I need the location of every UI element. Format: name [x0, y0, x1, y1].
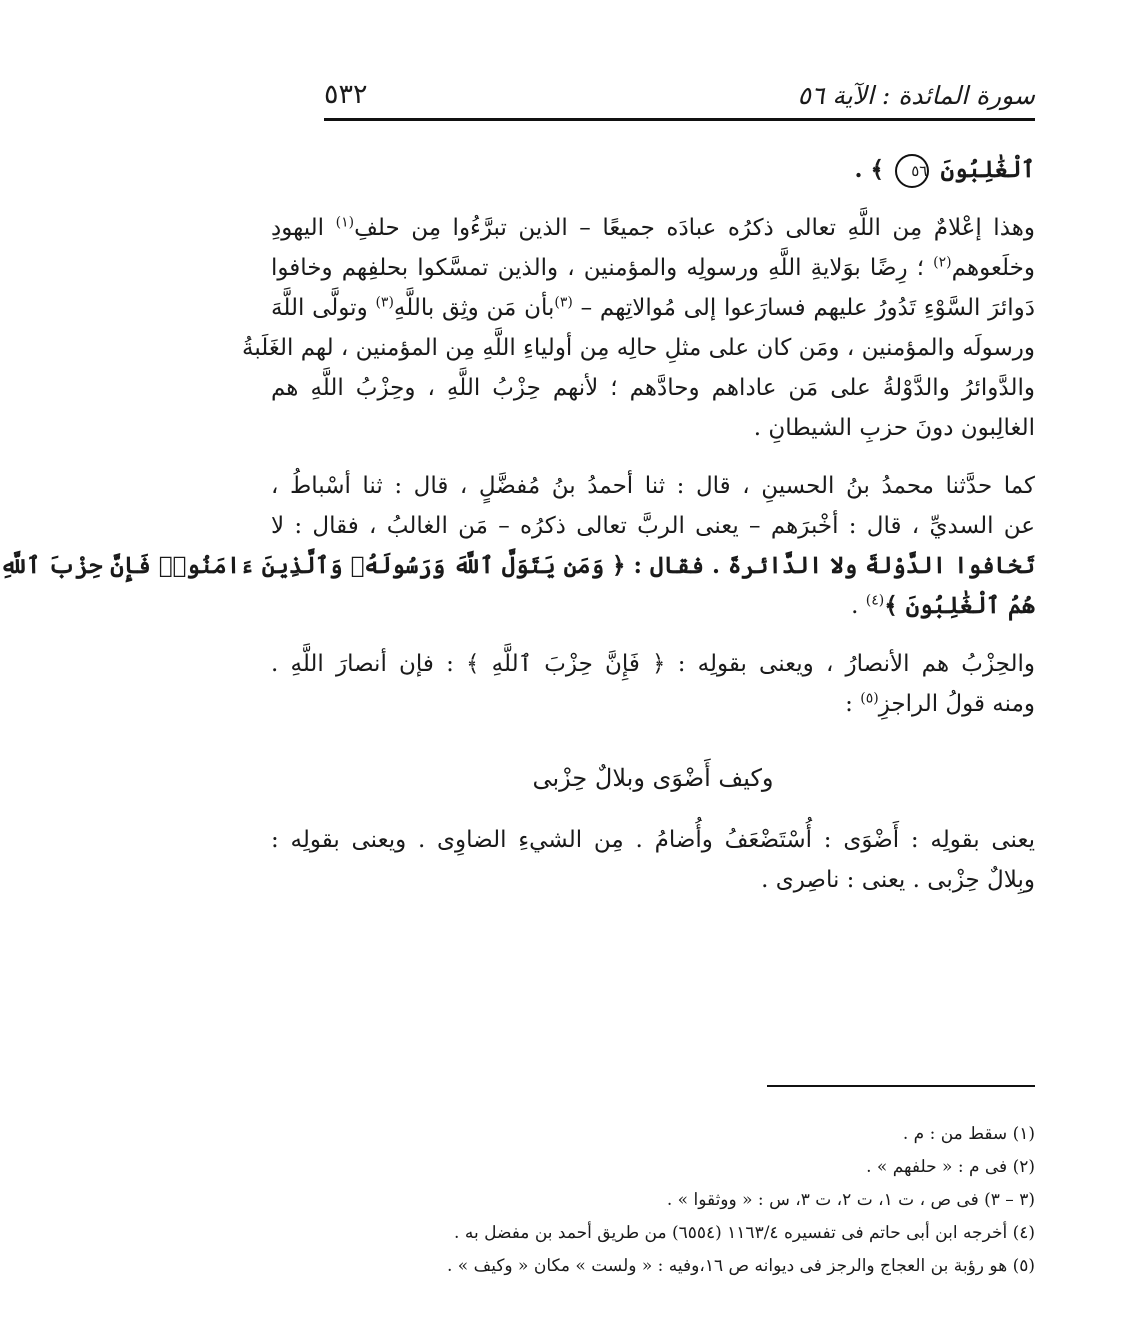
text-span: كما حدَّثنا محمدُ بنُ الحسينِ ، قال : ثنا أحمدُ بنُ مُفضَّلٍ ، قال : ثنا أسْباطُ ،: [271, 473, 1035, 499]
page-number: ٥٣٢: [324, 79, 368, 110]
main-text: [0, 150, 1035, 900]
text-span: والدَّوائرُ والدَّوْلةُ على مَن عاداهم وحادَّهم ؛ لأنهم حِزْبُ اللَّهِ ، وحِزْبُ اللَّهِ هم: [271, 375, 1035, 401]
text-line-10: [0, 546, 1035, 586]
text-line-2: [271, 208, 1035, 248]
footnote-1: (١) سقط من : م .: [902, 1124, 1035, 1144]
footnotes: [271, 1118, 1035, 1283]
text-line-9: [271, 506, 1035, 546]
verse-number-marker: ٥٦: [895, 154, 929, 188]
text-line-11: [271, 586, 1035, 626]
footnote-ref: (١): [335, 214, 355, 231]
footnote-ref: (٤): [865, 592, 885, 609]
page-header: [324, 60, 1035, 110]
text-span: وبِلالٌ حِزْبى . يعنى : ناصِرى .: [761, 867, 1035, 893]
text-line-3: [271, 248, 1035, 288]
text-span: :: [845, 691, 853, 717]
quran-quote-close: ﴾ .: [854, 156, 885, 183]
quran-quote: ٱلْغَٰلِبُونَ: [940, 156, 1035, 183]
text-line-13: [271, 684, 1035, 724]
text-line-4: [271, 288, 1035, 328]
text-line-7: [271, 408, 1035, 448]
footnote-ref: (٣): [554, 294, 573, 311]
poem-verse: وكيف أَضْوَى وبلالٌ حِزْبى: [532, 764, 774, 792]
text-span: .: [851, 593, 859, 619]
text-span: ورسولَه والمؤمنين ، ومَن كان على مثلِ حالِه مِن أولياءِ اللَّهِ مِن المؤمنين ، لهم الغَلَبةُ: [242, 335, 1035, 361]
text-span: الغالِبون دونَ حزبِ الشيطانِ .: [753, 415, 1035, 441]
text-span: بأن مَن وثِق باللَّهِ: [393, 295, 555, 321]
text-span: دَوائرَ السَّوْءِ تَدُورُ عليهم فسارَعوا إلى مُوالاتِهم –: [580, 295, 1035, 321]
footnote-ref: (٢): [933, 254, 952, 271]
footnote-2: (٢) فى م : « حلفهم » .: [866, 1157, 1035, 1177]
text-span: ؛ رِضًا بوَلايةِ اللَّهِ ورسولِه والمؤمنين ، والذين تمسَّكوا بحلفِهم وخافوا: [271, 255, 925, 281]
footnote-ref: (٥): [860, 690, 879, 707]
text-span: والحِزْبُ هم الأنصارُ ، ويعنى بقولِه : ﴿ فَإِنَّ حِزْبَ ٱللَّهِ ﴾ : فإن أنصارَ اللَّهِ .: [271, 651, 1035, 677]
text-line-15: [271, 860, 1035, 900]
text-span: وتولَّى اللَّهَ: [271, 295, 368, 321]
footnote-3: (٣ – ٣) فى ص ، ت ١، ت ٢، ت ٣، س : « ووثقوا » .: [666, 1190, 1035, 1210]
text-line-8: [271, 466, 1035, 506]
text-span: وهذا إعْلامٌ مِن اللَّهِ تعالى ذكرُه عبادَه جميعًا – الذين تبرَّءُوا مِن حلفِ: [354, 215, 1035, 241]
text-line-14: [271, 820, 1035, 860]
text-line-6: [271, 368, 1035, 408]
text-span: اليهودِ: [271, 215, 325, 241]
footnote-separator: [767, 1085, 1035, 1087]
text-line-12: [271, 644, 1035, 684]
text-line-5: [242, 328, 1035, 368]
text-span: ومنه قولُ الراجزِ: [878, 691, 1035, 717]
text-span: عن السديِّ ، قال : أخْبرَهم – يعنى الربَّ تعالى ذكرُه – مَن الغالبُ ، فقال : لا: [271, 513, 1035, 539]
footnote-5: (٥) هو رؤبة بن العجاج والرجز فى ديوانه ص ١٦،وفيه : « ولست » مكان « وكيف » .: [447, 1256, 1035, 1276]
quran-quote: تَخافوا الدَّوْلةَ ولا الدَّائرةَ . فقال : ﴿ وَمَن يَتَوَلَّ ٱللَّهَ وَرَسُولَهُۥ وَٱلَّذِينَ ءَامَنُوا۟ فَإِنَّ حِزْبَ ٱللَّهِ: [0, 552, 1035, 579]
header-rule: [324, 118, 1035, 121]
running-title: سورة المائدة : الآية ٥٦: [797, 81, 1035, 110]
footnote-4: (٤) أخرجه ابن أبى حاتم فى تفسيره ١١٦٣/٤ (٦٥٥٤) من طريق أحمد بن مفضل به .: [454, 1223, 1035, 1243]
quran-quote: هُمُ ٱلْغَٰلِبُونَ ﴾: [884, 592, 1035, 619]
text-span: وخلَعوهم: [951, 255, 1035, 281]
text-line-1: [271, 150, 1035, 190]
footnote-ref: (٣): [375, 294, 394, 311]
text-span: يعنى بقولِه : أَضْوَى : أُسْتَضْعَفُ وأُضامُ . مِن الشيءِ الضاوِى . ويعنى بقولِه :: [271, 827, 1035, 853]
